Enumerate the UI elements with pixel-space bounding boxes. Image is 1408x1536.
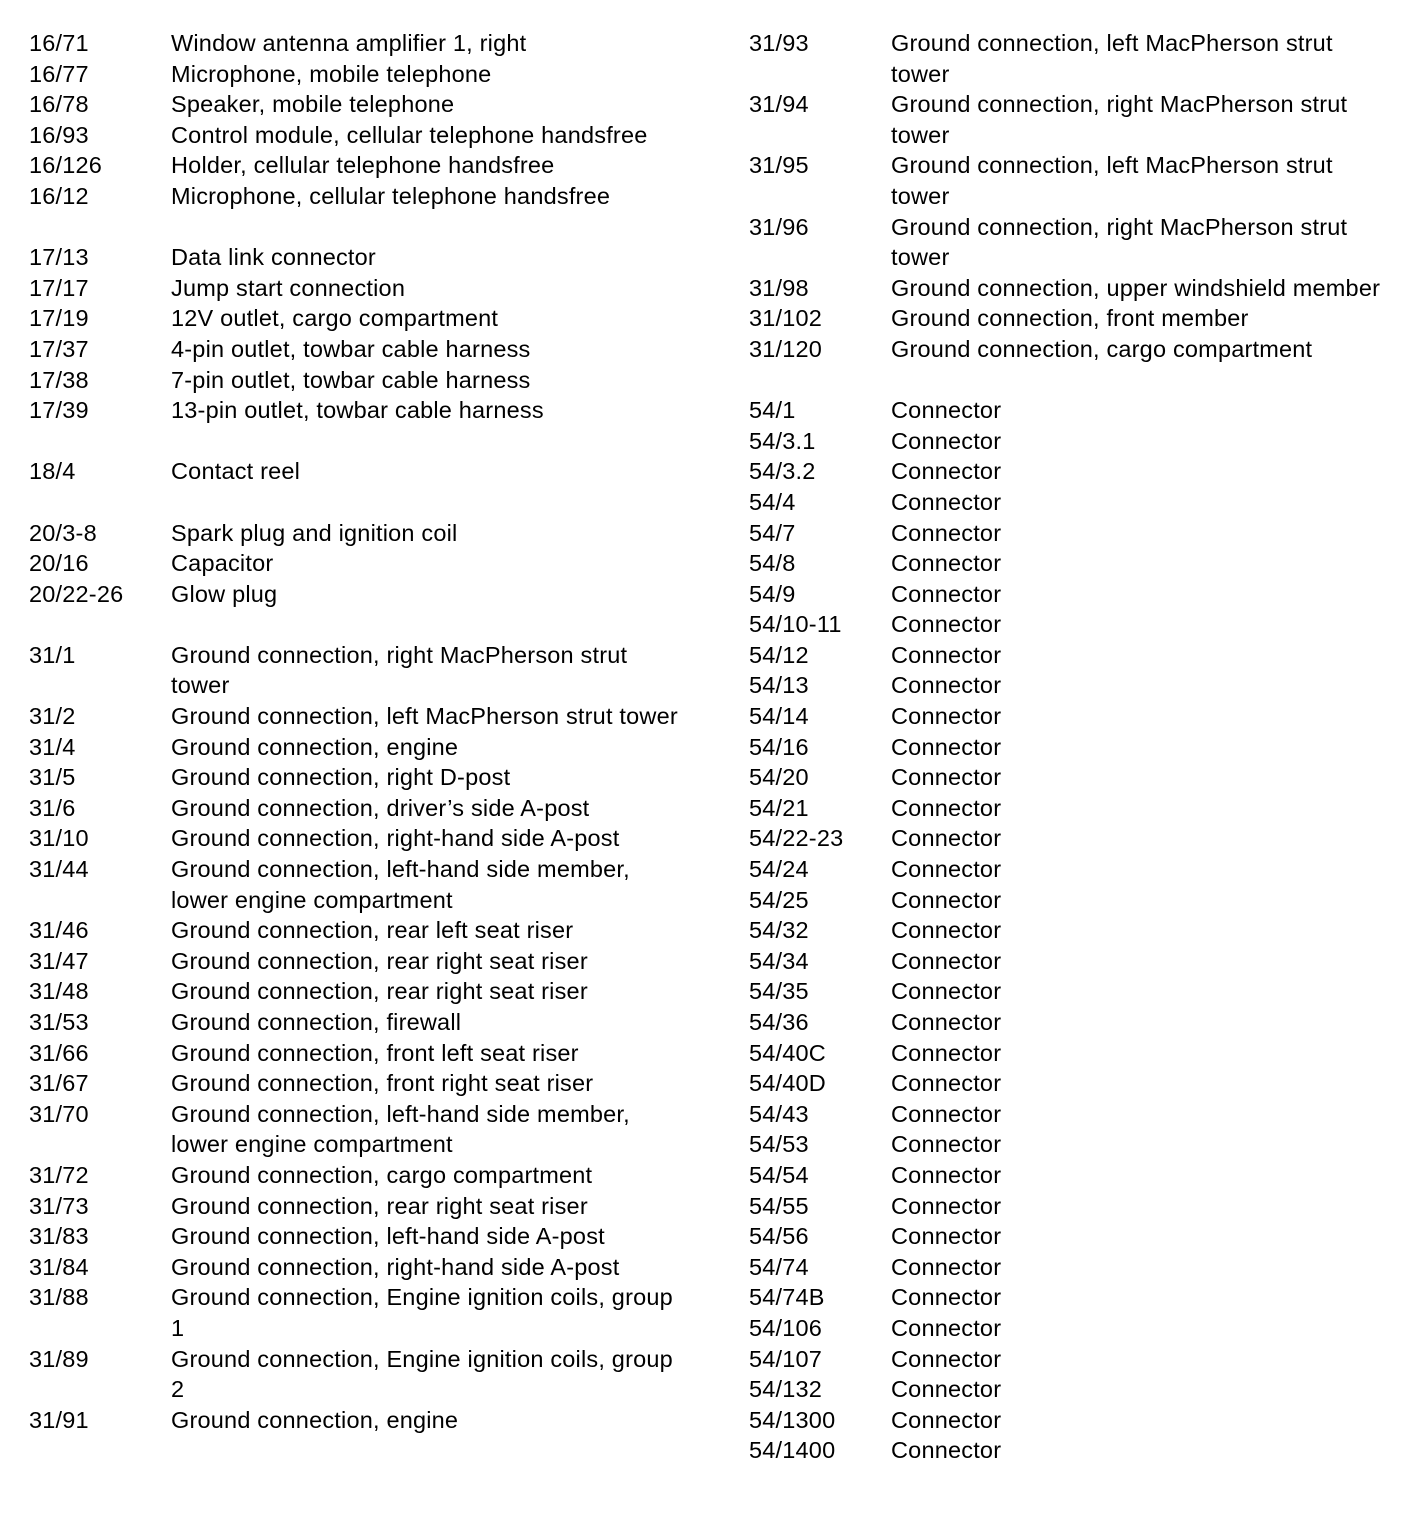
index-entry [29, 976, 709, 1007]
entry-code: 31/95 [749, 152, 809, 179]
index-entry [29, 365, 709, 396]
entry-description: Ground connection, left MacPherson strut tower [891, 30, 1333, 87]
entry-description: Connector [891, 1284, 1002, 1311]
index-entry [749, 518, 1389, 549]
entry-description: Connector [891, 611, 1002, 638]
entry-description: Ground connection, right-hand side A-post [171, 1253, 620, 1280]
index-entry [29, 334, 709, 365]
entry-code: 31/66 [29, 1039, 89, 1066]
index-entry [749, 640, 1389, 671]
index-entry [749, 915, 1389, 946]
index-entry [749, 1344, 1389, 1375]
entry-description: Ground connection, left MacPherson strut tower [891, 152, 1333, 209]
entry-code: 31/48 [29, 978, 89, 1005]
entry-description: Ground connection, rear left seat riser [171, 917, 574, 944]
entry-description: Ground connection, engine [171, 1406, 459, 1433]
entry-description: Connector [891, 886, 1002, 913]
entry-code: 16/71 [29, 30, 89, 56]
entry-code: 54/20 [749, 764, 809, 791]
index-entry [749, 150, 1389, 211]
entry-code: 54/8 [749, 550, 796, 577]
entry-description: Ground connection, front left seat riser [171, 1039, 579, 1066]
index-entry [29, 518, 709, 549]
entry-code: 31/4 [29, 733, 76, 760]
entry-code: 54/1 [749, 397, 796, 424]
index-entry [29, 395, 709, 426]
group-spacer [29, 426, 709, 457]
index-entry [749, 579, 1389, 610]
index-entry [749, 28, 1389, 89]
entry-description: Ground connection, left-hand side member, lower engine compartment [171, 1100, 630, 1158]
left-column [29, 28, 709, 1435]
index-entry [749, 609, 1389, 640]
entry-description: Connector [891, 1131, 1002, 1158]
index-entry [749, 1129, 1389, 1160]
entry-code: 31/83 [29, 1223, 89, 1250]
index-entry [29, 548, 709, 579]
index-entry [29, 1405, 709, 1436]
entry-code: 54/12 [749, 641, 809, 668]
entry-code: 31/89 [29, 1345, 89, 1372]
entry-code: 31/5 [29, 764, 76, 791]
index-entry [29, 28, 709, 59]
index-entry [749, 1160, 1389, 1191]
entry-code: 31/10 [29, 825, 89, 852]
index-entry [749, 334, 1389, 365]
index-entry [29, 1038, 709, 1069]
entry-code: 16/77 [29, 60, 89, 87]
entry-description: Connector [891, 1039, 1002, 1066]
entry-description: Ground connection, left-hand side A-post [171, 1223, 605, 1250]
entry-code: 54/1400 [749, 1437, 836, 1464]
entry-code: 54/74B [749, 1284, 825, 1311]
entry-description: Ground connection, front member [891, 305, 1249, 332]
entry-description: Connector [891, 856, 1002, 883]
entry-code: 54/74 [749, 1253, 809, 1280]
entry-description: Ground connection, right MacPherson strut tower [171, 641, 628, 699]
entry-description: Ground connection, Engine ignition coils, group 2 [171, 1345, 673, 1403]
entry-code: 31/88 [29, 1284, 89, 1311]
entry-description: Ground connection, left MacPherson strut tower [171, 703, 678, 730]
entry-description: Connector [891, 550, 1002, 577]
index-entry [29, 120, 709, 151]
entry-code: 20/16 [29, 550, 89, 577]
entry-description: Holder, cellular telephone handsfree [171, 152, 555, 179]
entry-code: 31/1 [29, 641, 76, 668]
entry-code: 17/39 [29, 397, 89, 424]
entry-code: 54/21 [749, 794, 809, 821]
entry-code: 31/91 [29, 1406, 89, 1433]
entry-code: 54/13 [749, 672, 809, 699]
entry-description: Microphone, cellular telephone handsfree [171, 182, 611, 209]
entry-code: 31/98 [749, 274, 809, 301]
entry-code: 54/32 [749, 917, 809, 944]
entry-description: 13-pin outlet, towbar cable harness [171, 397, 544, 424]
entry-description: Connector [891, 1406, 1002, 1433]
entry-description: Connector [891, 427, 1002, 454]
entry-description: Contact reel [171, 458, 301, 485]
entry-description: Connector [891, 733, 1002, 760]
entry-code: 54/36 [749, 1009, 809, 1035]
index-entry [29, 1282, 709, 1343]
entry-description: Connector [891, 1314, 1002, 1341]
entry-description: 12V outlet, cargo compartment [171, 305, 499, 332]
entry-code: 31/44 [29, 856, 89, 883]
entry-code: 54/3.2 [749, 458, 816, 485]
entry-code: 20/22-26 [29, 580, 124, 607]
entry-code: 31/2 [29, 703, 76, 730]
index-entry [29, 242, 709, 273]
entry-description: Data link connector [171, 244, 376, 271]
index-entry [749, 762, 1389, 793]
entry-code: 54/43 [749, 1100, 809, 1127]
index-entry [29, 89, 709, 120]
entry-description: Ground connection, firewall [171, 1009, 462, 1035]
index-entry [749, 885, 1389, 916]
entry-code: 31/84 [29, 1253, 89, 1280]
index-entry [29, 1007, 709, 1038]
entry-description: 7-pin outlet, towbar cable harness [171, 366, 531, 393]
index-entry [749, 670, 1389, 701]
entry-description: Connector [891, 917, 1002, 944]
entry-code: 54/7 [749, 519, 796, 546]
entry-code: 17/38 [29, 366, 89, 393]
entry-description: Connector [891, 703, 1002, 730]
entry-code: 20/3-8 [29, 519, 97, 546]
entry-code: 16/78 [29, 91, 89, 118]
index-entry [749, 1191, 1389, 1222]
index-entry [749, 89, 1389, 150]
entry-description: Connector [891, 641, 1002, 668]
index-entry [749, 1282, 1389, 1313]
entry-description: Capacitor [171, 550, 274, 577]
entry-code: 54/107 [749, 1345, 823, 1372]
entry-code: 16/12 [29, 182, 89, 209]
entry-code: 31/67 [29, 1070, 89, 1097]
entry-code: 18/4 [29, 458, 76, 485]
entry-code: 31/6 [29, 794, 76, 821]
entry-description: Ground connection, left-hand side member, lower engine compartment [171, 856, 630, 913]
entry-code: 54/40C [749, 1039, 826, 1066]
index-entry [749, 1313, 1389, 1344]
entry-description: Glow plug [171, 580, 278, 607]
index-entry [29, 946, 709, 977]
entry-code: 17/19 [29, 305, 89, 332]
index-entry [749, 426, 1389, 457]
entry-description: Ground connection, right MacPherson strut tower [891, 91, 1348, 148]
index-entry [749, 854, 1389, 885]
entry-description: Connector [891, 1100, 1002, 1127]
index-entry [29, 1191, 709, 1222]
entry-code: 54/3.1 [749, 427, 816, 454]
entry-code: 54/4 [749, 488, 796, 515]
index-entry [29, 1068, 709, 1099]
entry-code: 31/93 [749, 30, 809, 56]
group-spacer [29, 487, 709, 518]
index-entry [749, 487, 1389, 518]
entry-description: Connector [891, 1223, 1002, 1250]
index-entry [29, 1221, 709, 1252]
index-entry [749, 701, 1389, 732]
entry-description: Connector [891, 1161, 1002, 1188]
entry-description: Ground connection, right MacPherson strut tower [891, 213, 1348, 271]
entry-code: 31/70 [29, 1100, 89, 1127]
entry-code: 54/25 [749, 886, 809, 913]
index-entry [749, 1221, 1389, 1252]
group-spacer [29, 609, 709, 640]
index-entry [29, 793, 709, 824]
entry-code: 54/14 [749, 703, 809, 730]
index-entry [749, 456, 1389, 487]
index-entry [29, 456, 709, 487]
entry-description: Connector [891, 1009, 1002, 1035]
entry-code: 54/56 [749, 1223, 809, 1250]
entry-description: Ground connection, upper windshield member [891, 274, 1381, 301]
index-entry [29, 701, 709, 732]
entry-code: 17/13 [29, 244, 89, 271]
index-entry [29, 1344, 709, 1405]
index-entry [749, 303, 1389, 334]
index-entry [29, 273, 709, 304]
entry-code: 54/53 [749, 1131, 809, 1158]
index-entry [749, 1099, 1389, 1130]
entry-description: Connector [891, 1345, 1002, 1372]
index-entry [29, 181, 709, 212]
entry-code: 54/1300 [749, 1406, 836, 1433]
right-column [749, 28, 1389, 1466]
entry-code: 54/55 [749, 1192, 809, 1219]
index-entry [749, 946, 1389, 977]
index-entry [29, 1252, 709, 1283]
index-entry [29, 150, 709, 181]
entry-code: 54/35 [749, 978, 809, 1005]
entry-code: 31/72 [29, 1161, 89, 1188]
entry-code: 16/93 [29, 121, 89, 148]
entry-code: 31/94 [749, 91, 809, 118]
entry-description: 4-pin outlet, towbar cable harness [171, 335, 531, 362]
entry-code: 54/34 [749, 947, 809, 974]
entry-description: Connector [891, 794, 1002, 821]
index-entry [29, 1160, 709, 1191]
entry-description: Ground connection, cargo compartment [891, 335, 1313, 362]
entry-description: Window antenna amplifier 1, right [171, 30, 527, 56]
entry-description: Connector [891, 764, 1002, 791]
entry-code: 54/24 [749, 856, 809, 883]
index-entry [749, 1405, 1389, 1436]
entry-description: Speaker, mobile telephone [171, 91, 455, 118]
entry-description: Ground connection, rear right seat riser [171, 947, 588, 974]
entry-description: Ground connection, rear right seat riser [171, 1192, 588, 1219]
entry-code: 17/37 [29, 335, 89, 362]
index-entry [749, 273, 1389, 304]
entry-code: 31/73 [29, 1192, 89, 1219]
entry-code: 54/9 [749, 580, 796, 607]
group-spacer [29, 212, 709, 243]
index-entry [29, 762, 709, 793]
index-entry [29, 732, 709, 763]
entry-code: 31/96 [749, 213, 809, 240]
index-entry [749, 1007, 1389, 1038]
entry-description: Spark plug and ignition coil [171, 519, 458, 546]
index-entry [749, 1374, 1389, 1405]
entry-description: Ground connection, cargo compartment [171, 1161, 593, 1188]
entry-description: Connector [891, 488, 1002, 515]
entry-code: 54/40D [749, 1070, 826, 1097]
entry-description: Connector [891, 825, 1002, 852]
entry-code: 54/106 [749, 1314, 823, 1341]
index-entry [29, 915, 709, 946]
index-entry [29, 303, 709, 334]
index-entry [749, 395, 1389, 426]
entry-description: Ground connection, right D-post [171, 764, 511, 791]
entry-description: Connector [891, 397, 1002, 424]
entry-code: 54/132 [749, 1376, 823, 1403]
entry-description: Ground connection, front right seat riser [171, 1070, 594, 1097]
entry-description: Connector [891, 519, 1002, 546]
entry-code: 54/10-11 [749, 611, 842, 638]
index-entry [749, 976, 1389, 1007]
entry-description: Control module, cellular telephone handsfree [171, 121, 648, 148]
group-spacer [749, 365, 1389, 396]
index-entry [749, 212, 1389, 273]
entry-description: Jump start connection [171, 274, 406, 301]
entry-code: 31/53 [29, 1009, 89, 1035]
entry-code: 54/54 [749, 1161, 809, 1188]
entry-description: Ground connection, right-hand side A-post [171, 825, 620, 852]
index-entry [749, 732, 1389, 763]
index-entry [749, 1252, 1389, 1283]
entry-description: Connector [891, 580, 1002, 607]
index-entry [749, 793, 1389, 824]
entry-description: Connector [891, 672, 1002, 699]
entry-description: Ground connection, rear right seat riser [171, 978, 588, 1005]
entry-description: Ground connection, driver’s side A-post [171, 794, 590, 821]
index-entry [29, 823, 709, 854]
entry-code: 31/46 [29, 917, 89, 944]
entry-description: Connector [891, 1253, 1002, 1280]
index-entry [749, 823, 1389, 854]
entry-code: 54/22-23 [749, 825, 844, 852]
entry-description: Connector [891, 1376, 1002, 1403]
entry-code: 17/17 [29, 274, 89, 301]
index-entry [29, 59, 709, 90]
index-entry [749, 548, 1389, 579]
entry-description: Ground connection, Engine ignition coils, group 1 [171, 1284, 673, 1341]
index-entry [29, 579, 709, 610]
entry-description: Connector [891, 947, 1002, 974]
entry-code: 31/47 [29, 947, 89, 974]
entry-description: Ground connection, engine [171, 733, 459, 760]
entry-code: 54/16 [749, 733, 809, 760]
entry-code: 31/102 [749, 305, 823, 332]
entry-description: Microphone, mobile telephone [171, 60, 492, 87]
index-entry [29, 640, 709, 701]
entry-description: Connector [891, 1070, 1002, 1097]
index-entry [749, 1038, 1389, 1069]
entry-description: Connector [891, 978, 1002, 1005]
entry-description: Connector [891, 1192, 1002, 1219]
entry-description: Connector [891, 1437, 1002, 1464]
index-entry [749, 1068, 1389, 1099]
index-entry [29, 854, 709, 915]
index-entry [749, 1435, 1389, 1466]
entry-code: 31/120 [749, 335, 823, 362]
entry-description: Connector [891, 458, 1002, 485]
index-entry [29, 1099, 709, 1160]
entry-code: 16/126 [29, 152, 103, 179]
